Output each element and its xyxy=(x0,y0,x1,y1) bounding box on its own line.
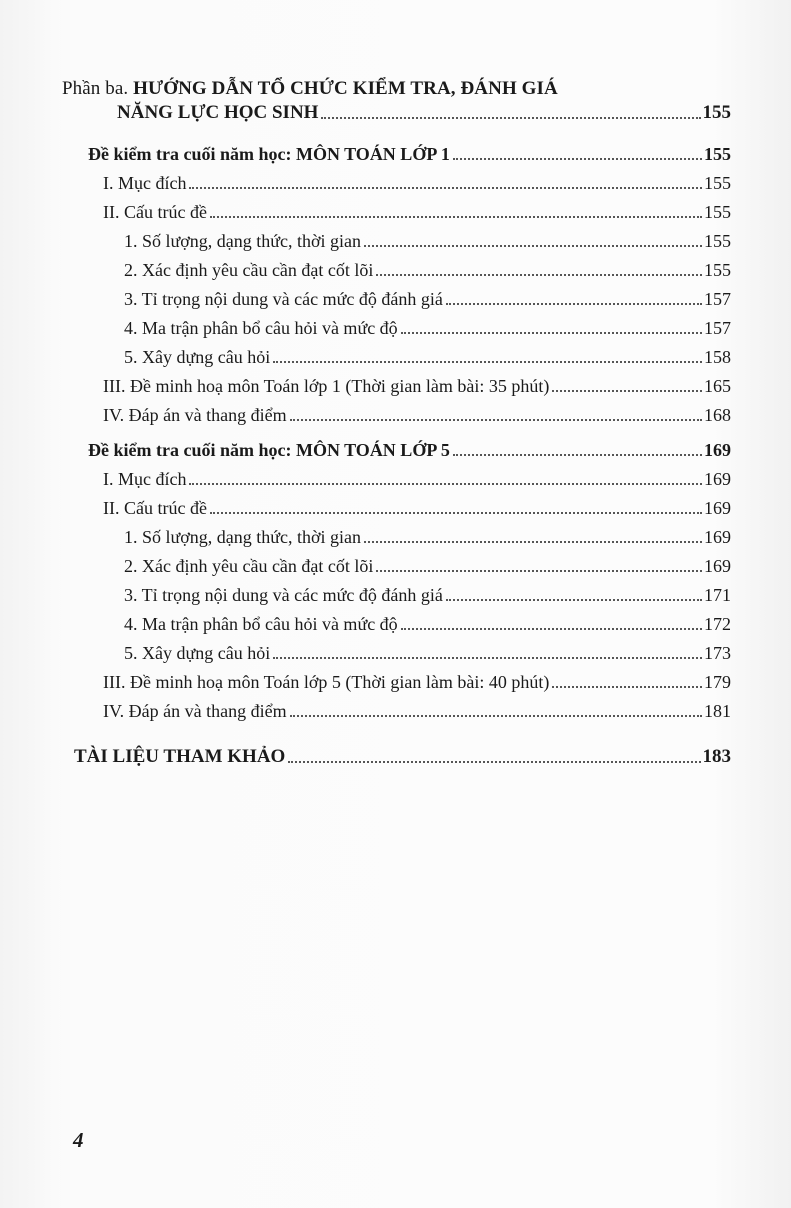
dot-leader xyxy=(453,158,702,160)
dot-leader xyxy=(552,390,702,392)
dot-leader xyxy=(446,303,702,305)
part-prefix: Phần ba. xyxy=(62,78,129,99)
toc-entry-part-title[interactable] xyxy=(117,102,731,124)
toc-entry-label: 1. Số lượng, dạng thức, thời gian xyxy=(124,231,362,251)
dot-leader xyxy=(273,657,702,659)
toc-page-number: 155 xyxy=(704,144,731,164)
part-title-line2: NĂNG LỰC HỌC SINH xyxy=(117,102,319,123)
toc-page-number: 171 xyxy=(704,585,731,605)
toc-page-number: 158 xyxy=(704,347,731,367)
toc-entry-label: TÀI LIỆU THAM KHẢO xyxy=(74,746,286,767)
toc-page-number: 155 xyxy=(704,202,731,222)
toc-entry-label: II. Cấu trúc đề xyxy=(103,498,207,518)
dot-leader xyxy=(321,117,700,119)
toc-entry-label: 4. Ma trận phân bổ câu hỏi và mức độ xyxy=(124,318,398,338)
toc-entry[interactable] xyxy=(124,555,731,577)
part-three-heading xyxy=(62,78,558,100)
toc-entry-section[interactable] xyxy=(88,143,731,165)
toc-entry-label: 1. Số lượng, dạng thức, thời gian xyxy=(124,527,362,547)
toc-entry[interactable] xyxy=(103,700,731,722)
toc-page-number: 169 xyxy=(704,556,731,576)
toc-page-number: 183 xyxy=(702,746,731,767)
toc-entry-label: I. Mục đích xyxy=(103,173,187,193)
toc-page-number: 169 xyxy=(704,498,731,518)
toc-entry-label: 5. Xây dựng câu hỏi xyxy=(124,643,271,663)
toc-page-number: 169 xyxy=(704,440,731,460)
toc-page-number: 157 xyxy=(704,318,731,338)
toc-page-number: 155 xyxy=(704,173,731,193)
dot-leader xyxy=(290,715,702,717)
dot-leader xyxy=(376,570,702,572)
dot-leader xyxy=(401,332,702,334)
toc-entry-label: 2. Xác định yêu cầu cần đạt cốt lõi xyxy=(124,260,374,280)
toc-entry[interactable] xyxy=(103,497,731,519)
toc-entry[interactable] xyxy=(124,526,731,548)
toc-entry-label: 3. Tỉ trọng nội dung và các mức độ đánh giá xyxy=(124,585,443,605)
toc-entry[interactable] xyxy=(103,404,731,426)
toc-entry-label: 5. Xây dựng câu hỏi xyxy=(124,347,271,367)
dot-leader xyxy=(552,686,702,688)
toc-entry[interactable] xyxy=(124,230,731,252)
toc-page-number: 155 xyxy=(704,231,731,251)
dot-leader xyxy=(453,454,702,456)
toc-entry-label: III. Đề minh hoạ môn Toán lớp 5 (Thời gian làm bài: 40 phút) xyxy=(103,672,550,692)
toc-entry-section[interactable] xyxy=(88,439,731,461)
toc-entry[interactable] xyxy=(124,288,731,310)
toc-page-number: 169 xyxy=(704,469,731,489)
dot-leader xyxy=(189,483,702,485)
toc-entry[interactable] xyxy=(103,468,731,490)
toc-entry[interactable] xyxy=(124,642,731,664)
toc-entry[interactable] xyxy=(124,317,731,339)
toc-entry-label: II. Cấu trúc đề xyxy=(103,202,207,222)
toc-page-number: 172 xyxy=(704,614,731,634)
toc-entry[interactable] xyxy=(103,201,731,223)
toc-entry[interactable] xyxy=(124,613,731,635)
toc-entry[interactable] xyxy=(103,671,731,693)
toc-entry[interactable] xyxy=(124,259,731,281)
dot-leader xyxy=(210,216,702,218)
dot-leader xyxy=(210,512,702,514)
dot-leader xyxy=(288,761,700,763)
toc-entry-label: 4. Ma trận phân bổ câu hỏi và mức độ xyxy=(124,614,398,634)
toc-entry[interactable] xyxy=(124,584,731,606)
toc-entry-label: 3. Tỉ trọng nội dung và các mức độ đánh giá xyxy=(124,289,443,309)
dot-leader xyxy=(273,361,702,363)
dot-leader xyxy=(364,541,702,543)
toc-entry-references[interactable] xyxy=(74,746,731,768)
dot-leader xyxy=(376,274,702,276)
dot-leader xyxy=(401,628,702,630)
toc-page-number: 155 xyxy=(702,102,731,123)
toc-entry[interactable] xyxy=(103,375,731,397)
dot-leader xyxy=(189,187,702,189)
toc-entry-label: 2. Xác định yêu cầu cần đạt cốt lõi xyxy=(124,556,374,576)
toc-page-number: 181 xyxy=(704,701,731,721)
toc-page-number: 157 xyxy=(704,289,731,309)
toc-entry-label: IV. Đáp án và thang điểm xyxy=(103,405,287,425)
dot-leader xyxy=(364,245,702,247)
dot-leader xyxy=(446,599,702,601)
toc-page-number: 169 xyxy=(704,527,731,547)
toc-page-number: 155 xyxy=(704,260,731,280)
part-title-line1: HƯỚNG DẪN TỔ CHỨC KIỂM TRA, ĐÁNH GIÁ xyxy=(133,78,558,99)
toc-entry-label: Đề kiểm tra cuối năm học: MÔN TOÁN LỚP 1 xyxy=(88,144,450,164)
toc-entry[interactable] xyxy=(124,346,731,368)
toc-page-number: 173 xyxy=(704,643,731,663)
toc-page-number: 168 xyxy=(704,405,731,425)
page-number: 4 xyxy=(73,1128,84,1152)
toc-entry-label: IV. Đáp án và thang điểm xyxy=(103,701,287,721)
toc-page-number: 165 xyxy=(704,376,731,396)
toc-entry[interactable] xyxy=(103,172,731,194)
toc-entry-label: III. Đề minh hoạ môn Toán lớp 1 (Thời gian làm bài: 35 phút) xyxy=(103,376,550,396)
toc-entry-label: I. Mục đích xyxy=(103,469,187,489)
dot-leader xyxy=(290,419,702,421)
toc-page-number: 179 xyxy=(704,672,731,692)
toc-entry-label: Đề kiểm tra cuối năm học: MÔN TOÁN LỚP 5 xyxy=(88,440,450,460)
